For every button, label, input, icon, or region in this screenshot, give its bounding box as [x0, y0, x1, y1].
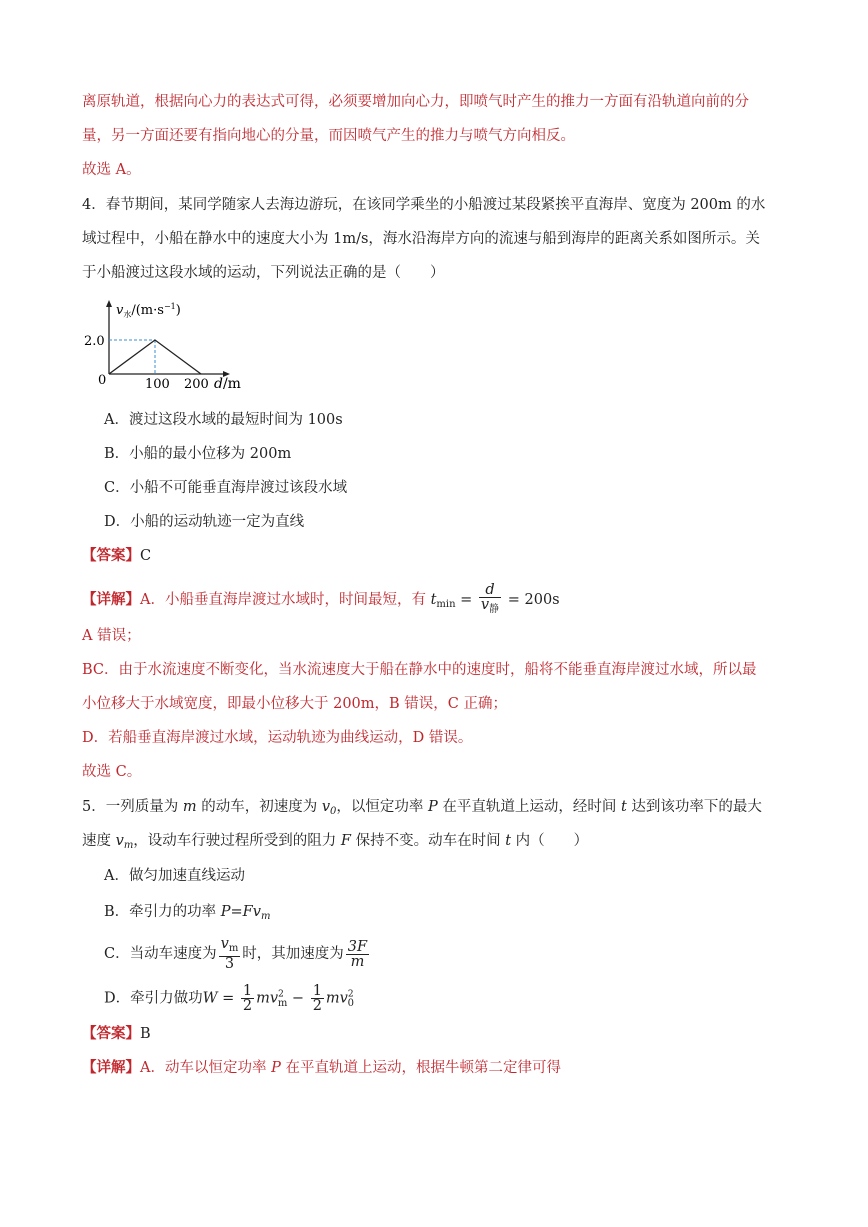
q4-bc-line-2: 小位移大于水域宽度，即最小位移大于 200m，B 错误，C 正确；: [82, 696, 508, 712]
q4-line-2: 域过程中，小船在静水中的速度大小为 1m/s，海水沿海岸方向的流速与船到海岸的距离关系如图所示。关: [82, 231, 760, 247]
q4-velocity-distance-graph: [84, 294, 254, 394]
q5-option-b: B．牵引力的功率 $P=Fv_m$: [104, 904, 271, 922]
q4-detail-a: 【详解】A．小船垂直海岸渡过水域时，时间最短，有 $t_{min}$ = $\frac{d}{v_静}$ = 200s: [82, 582, 560, 615]
continuation-line-1: 离原轨道，根据向心力的表达式可得，必须要增加向心力，即喷气时产生的推力一方面有沿轨道向前的分: [82, 94, 749, 110]
detail-tag: 【详解】: [82, 1059, 140, 1076]
answer-tag: 【答案】: [82, 1025, 140, 1042]
fraction-vm-over-3: $\frac{v_m}{3}$: [220, 936, 239, 972]
continuation-conclusion: 故选 A。: [82, 162, 141, 178]
q5-line-2: 速度 $v_m$，设动车行驶过程所受到的阻力 F 保持不变。动车在时间 t 内（ ）: [82, 833, 589, 851]
q4-option-a: A．渡过这段水域的最短时间为 100s: [104, 412, 343, 428]
q4-option-b: B．小船的最小位移为 200m: [104, 446, 292, 462]
q5-option-a: A．做匀加速直线运动: [104, 868, 245, 884]
answer-value: B: [140, 1026, 151, 1042]
x-tick-label-200: 200: [184, 377, 209, 392]
q4-a-wrong: A 错误；: [82, 628, 141, 644]
answer-value: C: [140, 548, 152, 564]
x-axis-label: d/m: [214, 376, 241, 392]
q5-option-d: D．牵引力做功W = $\frac{1}{2}$ $mv^2_m$ − $\frac{1}{2}$ $mv^2_0$: [104, 983, 354, 1014]
y-axis-label: $v_水/(m\cdot s^{-1})$: [116, 302, 181, 319]
y-tick-label: 2.0: [84, 334, 105, 349]
q4-bc-line-1: BC．由于水流速度不断变化，当水流速度大于船在静水中的速度时，船将不能垂直海岸渡过水域，所以最: [82, 662, 757, 678]
fraction-half-1: $\frac{1}{2}$: [242, 983, 253, 1014]
q4-option-c: C．小船不可能垂直海岸渡过该段水域: [104, 480, 348, 496]
continuation-line-2: 量，另一方面还要有指向地心的分量，而因喷气产生的推力与喷气方向相反。: [82, 128, 575, 144]
q5-line-1: 5．一列质量为 m 的动车，初速度为 $v_0$，以恒定功率 P 在平直轨道上运动，经时间 t 达到该功率下的最大: [82, 799, 762, 817]
q4-d-line: D．若船垂直海岸渡过水域，运动轨迹为曲线运动，D 错误。: [82, 730, 473, 746]
q4-line-3: 于小船渡过这段水域的运动，下列说法正确的是（ ）: [82, 265, 445, 281]
q4-conclusion: 故选 C。: [82, 764, 142, 780]
answer-tag: 【答案】: [82, 547, 140, 564]
origin-label: 0: [98, 373, 107, 388]
fraction-3f-over-m: $\frac{3F}{m}$: [347, 938, 368, 970]
fraction-half-2: $\frac{1}{2}$: [312, 983, 322, 1014]
fraction-d-over-v: $\frac{d}{v_静}$: [480, 582, 500, 615]
y-axis-arrow: [106, 300, 112, 307]
q5-option-c: C．当动车速度为 $\frac{v_m}{3}$ 时，其加速度为 $\frac{3F}{m}$: [104, 936, 368, 972]
q4-answer: [82, 546, 151, 566]
q5-detail-a: 【详解】A．动车以恒定功率 P 在平直轨道上运动，根据牛顿第二定律可得: [82, 1059, 561, 1076]
q5-answer: [82, 1024, 151, 1044]
q4-option-d: D．小船的运动轨迹一定为直线: [104, 514, 305, 530]
q4-line-1: 4．春节期间，某同学随家人去海边游玩，在该同学乘坐的小船渡过某段紧挨平直海岸、宽度为 200m 的水: [82, 197, 766, 213]
detail-tag: 【详解】: [82, 591, 140, 608]
x-tick-label-100: 100: [145, 377, 170, 392]
